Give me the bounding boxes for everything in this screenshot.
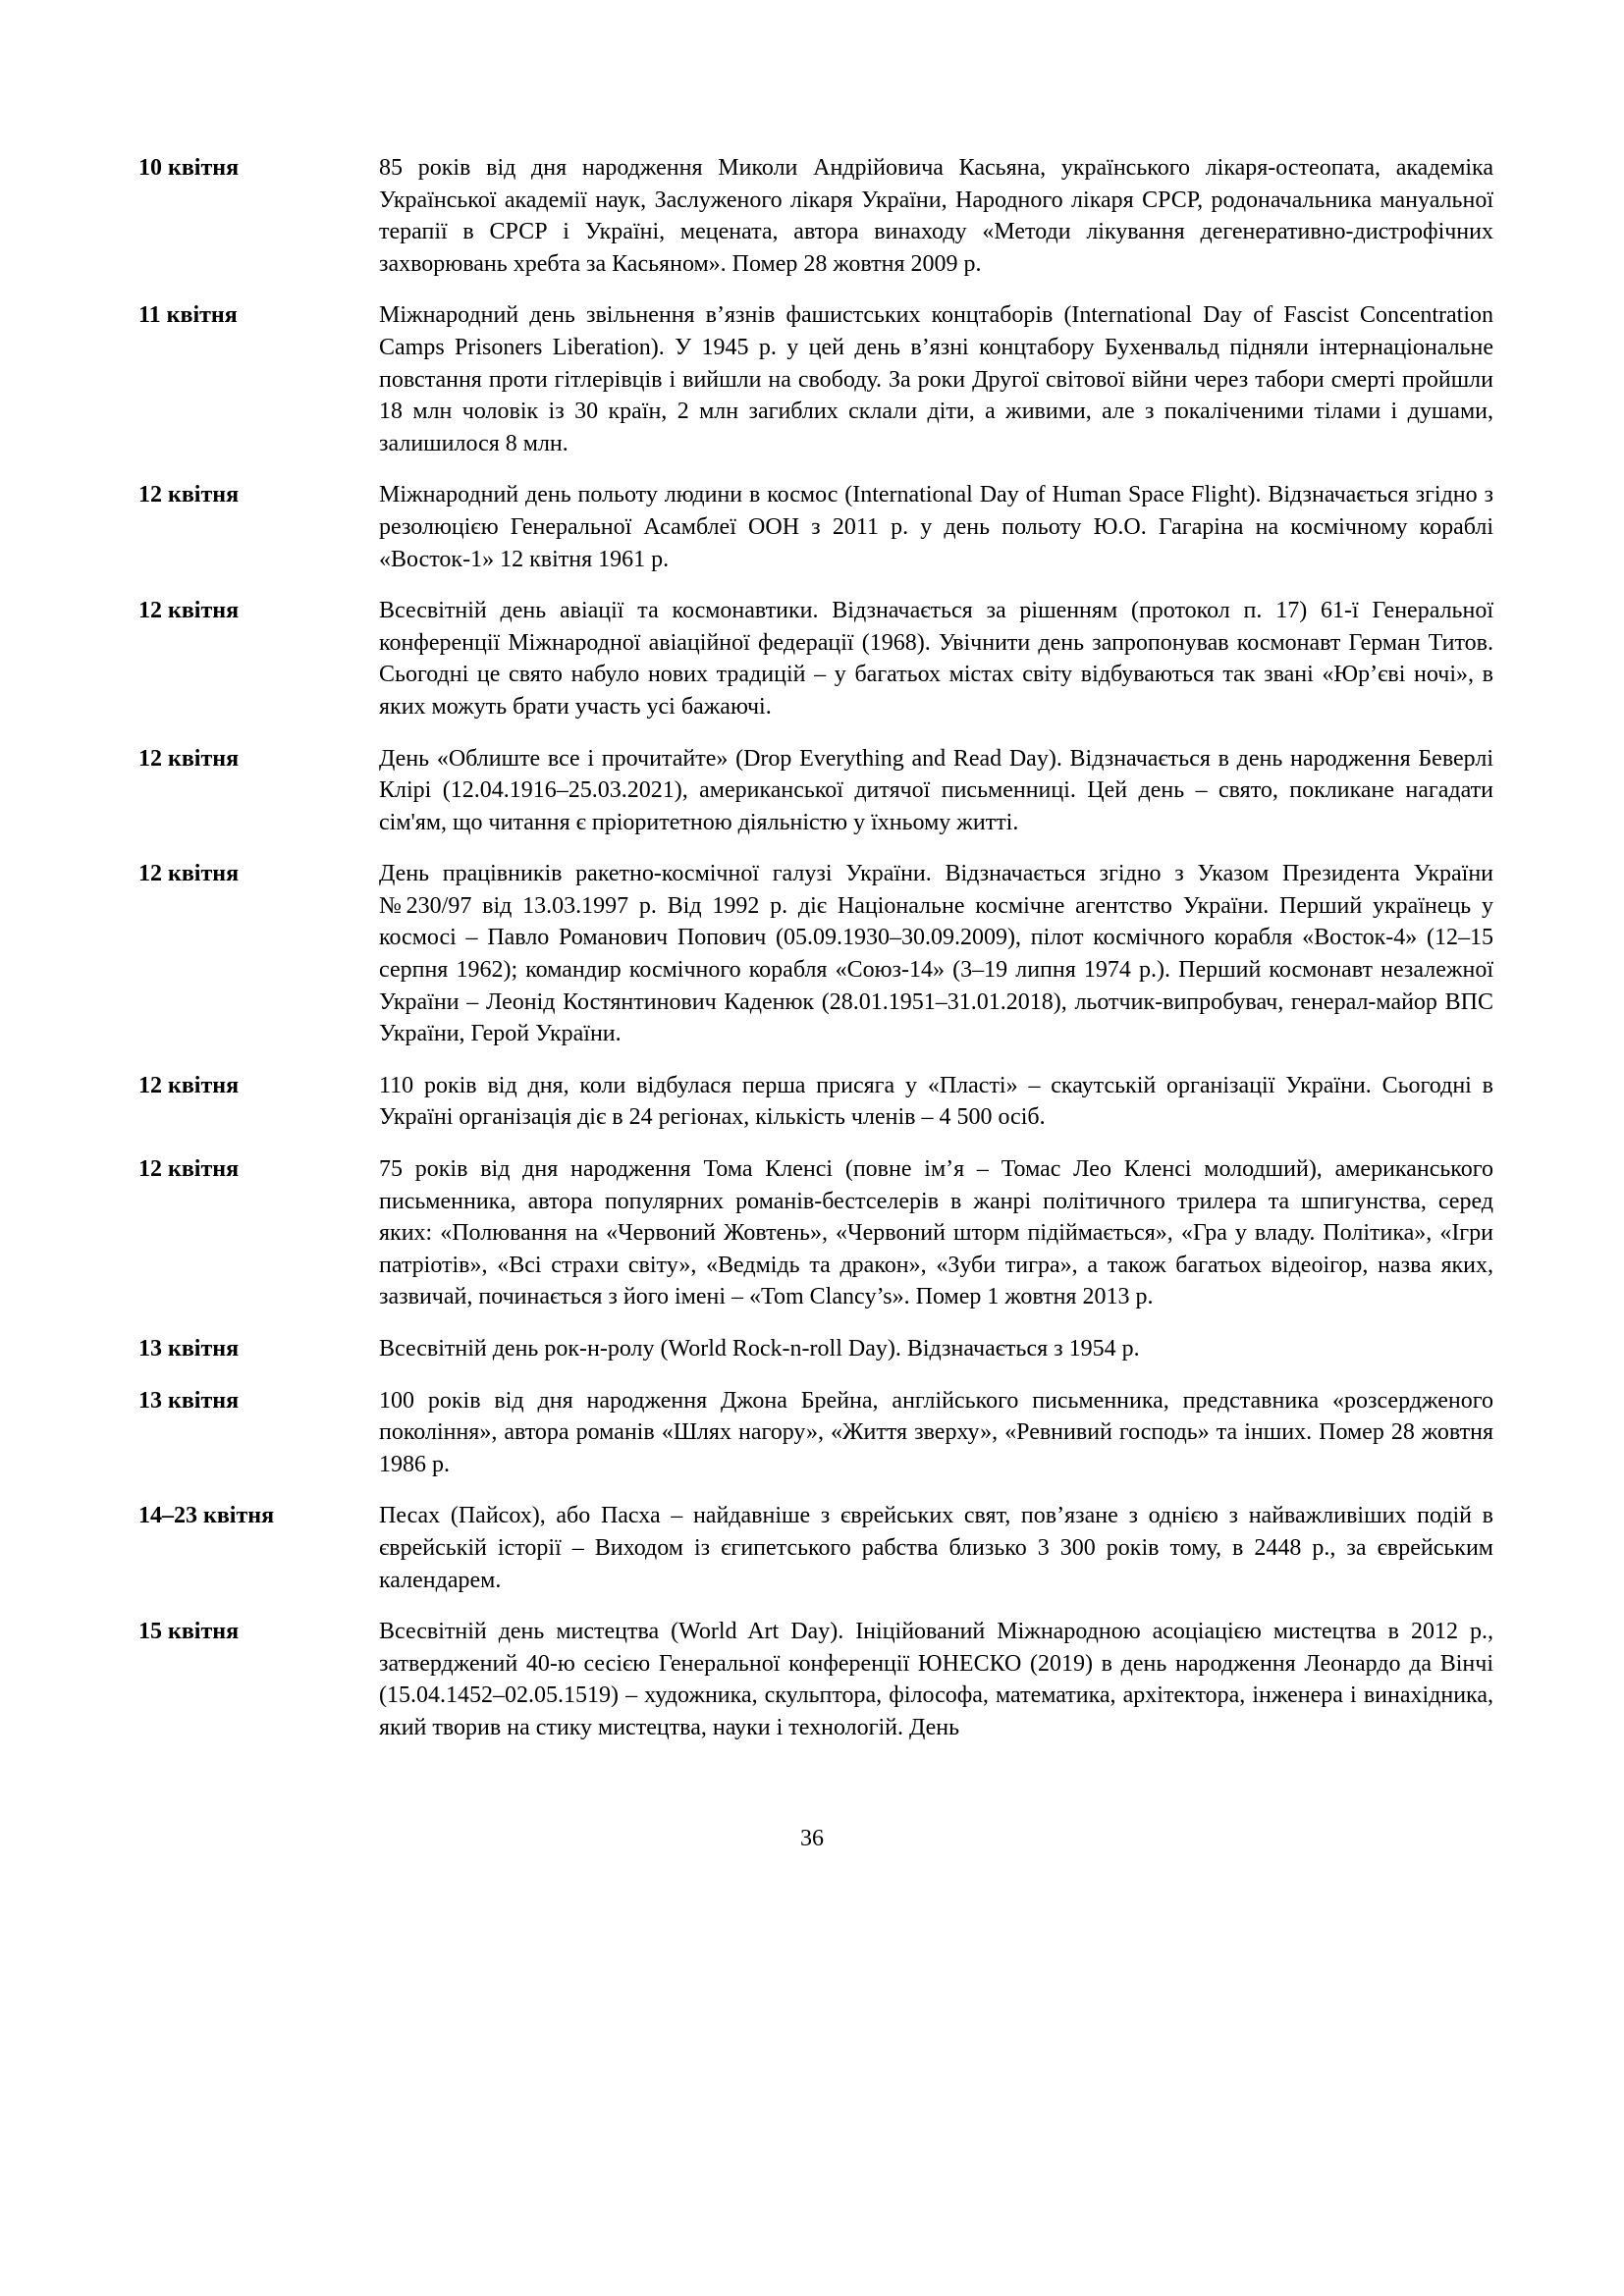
calendar-entry <box>138 479 1493 575</box>
entry-text: Міжнародний день звільнення в’язнів фашистських концтаборів (International Day of Fascist Concentration Camps Prisoners Liberation). У 1945 р. у цей день в’язні концтабору Бухенвальд підняли інтернаціональне повстання проти гітлерівців і вийшли на свободу. За роки Другої світової війни через табори смерті пройшли 18 млн чоловік із 30 країн, 2 млн загиблих склали діти, а живими, але з покаліченими тілами і душами, залишилося 8 млн. <box>379 302 1493 456</box>
page-number: 36 <box>800 1826 824 1851</box>
calendar-entries <box>138 152 1493 1764</box>
entry-date: 12 квітня <box>138 1072 240 1098</box>
entry-text: Всесвітній день рок-н-ролу (World Rock-n-roll Day). Відзначається з 1954 р. <box>379 1336 1140 1362</box>
entry-text: 110 років від дня, коли відбулася перша присяга у «Пласті» – скаутській організації України. Сьогодні в Україні організація діє в 24 регіонах, кількість членів – 4 500 осіб. <box>379 1072 1493 1131</box>
calendar-entry <box>138 152 1493 280</box>
calendar-entry <box>138 743 1493 839</box>
entry-date: 13 квітня <box>138 1387 240 1414</box>
entry-date: 11 квітня <box>138 302 238 329</box>
entry-date: 12 квітня <box>138 482 240 508</box>
entry-text: День «Облиште все і прочитайте» (Drop Everything and Read Day). Відзначається в день народження Беверлі Клірі (12.04.1916–25.03.2021), американської дитячої письменниці. Цей день – свято, покликане нагадати сім'ям, що читання є пріоритетною діяльністю у їхньому житті. <box>379 745 1493 835</box>
entry-date: 10 квітня <box>138 155 240 181</box>
calendar-entry <box>138 1616 1493 1743</box>
calendar-entry <box>138 595 1493 722</box>
entry-text: Всесвітній день мистецтва (World Art Day). Ініційований Міжнародною асоціацією мистецтва в 2012 р., затверджений 40-ю сесією Генеральної конференції ЮНЕСКО (2019) в день народження Леонардо да Вінчі (15.04.1452–02.05.1519) – художника, скульптора, філософа, математика, архітектора, інженера і винахідника, який творив на стику мистецтва, науки і технологій. День <box>379 1619 1493 1740</box>
entry-text: 85 років від дня народження Миколи Андрійовича Касьяна, українського лікаря-остеопата, академіка Української академії наук, Заслуженого лікаря України, Народного лікаря СРСР, родоначальника мануальної терапії в СРСР і Україні, мецената, автора винаходу «Методи лікування дегенеративно-дистрофічних захворювань хребта за Касьяном». Помер 28 жовтня 2009 р. <box>379 155 1493 277</box>
entry-text: 100 років від дня народження Джона Брейна, англійського письменника, представника «розсердженого покоління», автора романів «Шлях нагору», «Життя зверху», «Ревнивий господь» та інших. Помер 28 жовтня 1986 р. <box>379 1387 1493 1477</box>
entry-date: 12 квітня <box>138 1156 240 1183</box>
calendar-entry <box>138 1153 1493 1313</box>
entry-text: Всесвітній день авіації та космонавтики. Відзначається за рішенням (протокол п. 17) 61-ї Генеральної конференції Міжнародної авіаційної федерації (1968). Увічнити день запропонував космонавт Герман Титов. Сьогодні це свято набуло нових традицій – у багатьох містах світу відбуваються так звані «Юр’єві ночі», в яких можуть брати участь усі бажаючі. <box>379 598 1493 720</box>
calendar-entry <box>138 1500 1493 1596</box>
calendar-entry <box>138 1070 1493 1134</box>
entry-text: День працівників ракетно-космічної галузі України. Відзначається згідно з Указом Президента України №230/97 від 13.03.1997 р. Від 1992 р. діє Національне космічне агентство України. Перший українець у космосі – Павло Романович Попович (05.09.1930–30.09.2009), пілот космічного корабля «Восток-4» (12–15 серпня 1962); командир космічного корабля «Союз-14» (3–19 липня 1974 р.). Перший космонавт незалежної України – Леонід Костянтинович Каденюк (28.01.1951–31.01.2018), льотчик-випробувач, генерал-майор ВПС України, Герой України. <box>379 861 1493 1047</box>
entry-text: 75 років від дня народження Тома Кленсі (повне ім’я – Томас Лео Кленсі молодший), американського письменника, автора популярних романів-бестселерів в жанрі політичного трилера та шпигунства, серед яких: «Полювання на «Червоний Жовтень», «Червоний шторм підіймається», «Гра у владу. Політика», «Ігри патріотів», «Всі страхи світу», «Ведмідь та дракон», «Зуби тигра», а також багатьох відеоігор, назва яких, зазвичай, починається з його імені – «Tom Clancy’s». Помер 1 жовтня 2013 р. <box>379 1156 1493 1310</box>
entry-date: 12 квітня <box>138 861 240 887</box>
entry-text: Міжнародний день польоту людини в космос (International Day of Human Space Flight). Відзначається згідно з резолюцією Генеральної Асамблеї ООН з 2011 р. у день польоту Ю.О. Гагаріна на космічному кораблі «Восток-1» 12 квітня 1961 р. <box>379 482 1493 572</box>
calendar-entry <box>138 299 1493 459</box>
calendar-entry <box>138 858 1493 1050</box>
entry-date: 12 квітня <box>138 598 240 624</box>
entry-text: Песах (Пайсох), або Пасха – найдавніше з єврейських свят, пов’язане з однією з найважливіших подій в єврейській історії – Виходом із єгипетського рабства близько 3 300 років тому, в 2448 р., за єврейським календарем. <box>379 1503 1493 1593</box>
entry-date: 15 квітня <box>138 1619 240 1645</box>
entry-date: 13 квітня <box>138 1336 240 1362</box>
calendar-entry <box>138 1385 1493 1481</box>
calendar-entry <box>138 1333 1493 1365</box>
entry-date: 14–23 квітня <box>138 1503 275 1529</box>
entry-date: 12 квітня <box>138 745 240 772</box>
